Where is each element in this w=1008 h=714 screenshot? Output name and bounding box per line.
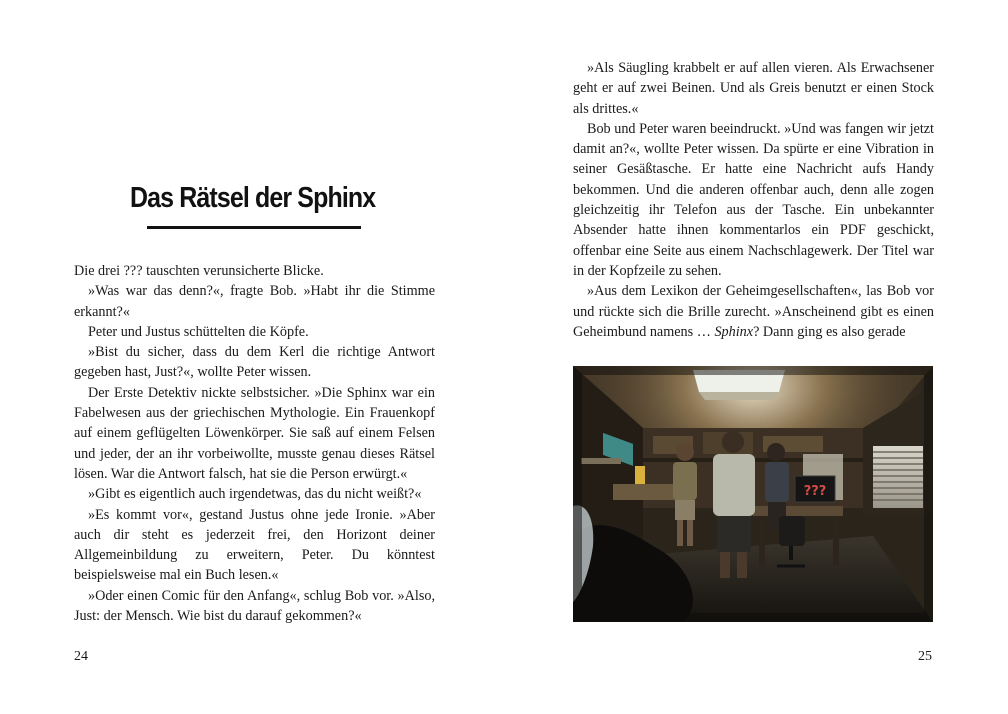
paragraph-text: »Aus dem Lexikon der Geheimgesellschaften«, las Bob vor und rückte sich die Brille zurecht. »Anscheinend gibt es einen Geheimbund namens … bbox=[573, 283, 934, 340]
page-number-right: 25 bbox=[918, 649, 932, 664]
paragraph: »Bist du sicher, dass du dem Kerl die richtige Antwort gegeben hast, Just?«, wollte Peter wissen. bbox=[74, 344, 435, 381]
paragraph: »Oder einen Comic für den Anfang«, schlug Bob vor. »Also, Just: der Mensch. Wie bist du darauf gekommen?« bbox=[74, 587, 435, 625]
paragraph bbox=[573, 281, 934, 342]
paragraph-text: ? Dann ging es also gerade bbox=[753, 323, 906, 340]
paragraph: »Als Säugling krabbelt er auf allen vieren. Als Erwachsener geht er auf zwei Beinen. Und als Greis benutzt er einen Stock als drittes.« bbox=[573, 60, 934, 117]
paragraph: »Was war das denn?«, fragte Bob. »Habt ihr die Stimme erkannt?« bbox=[74, 283, 435, 320]
emphasized-word: Sphinx bbox=[714, 323, 754, 340]
headquarters-scene-illustration bbox=[573, 366, 933, 622]
paragraph: Der Erste Detektiv nickte selbstsicher. »Die Sphinx war ein Fabelwesen aus der griechischen Mythologie. Ein Frauenkopf auf einem geflügelten Löwenkörper. Sie saß auf einem Felsen und jeder, der an ihr vorbeiwollte, musste genau dieses Rätsel lösen. War die Antwort falsch, hat sie die Person erwürgt.« bbox=[74, 384, 435, 482]
screen-question-marks: ??? bbox=[803, 484, 827, 499]
paragraph: Peter und Justus schüttelten die Köpfe. bbox=[88, 323, 309, 340]
paragraph: »Es kommt vor«, gestand Justus ohne jede Ironie. »Aber auch dir steht es jederzeit frei, den Horizont deiner Allgemeinbildung zu erweitern, Peter. Du könntest beispielsweise mal ein Buch lesen.« bbox=[74, 506, 435, 584]
scene-photo bbox=[573, 366, 933, 622]
left-page-text bbox=[74, 261, 435, 626]
right-page-text bbox=[573, 58, 934, 342]
page-number-left: 24 bbox=[74, 649, 88, 664]
title-underline bbox=[147, 226, 361, 229]
window-blinds bbox=[873, 446, 923, 508]
paragraph: »Gibt es eigentlich auch irgendetwas, das du nicht weißt?« bbox=[88, 486, 422, 503]
paragraph: Die drei ??? tauschten verunsicherte Blicke. bbox=[74, 263, 324, 279]
paragraph: Bob und Peter waren beeindruckt. »Und was fangen wir jetzt damit an?«, wollte Peter wissen. Da spürte er eine Vibration in seiner Gesäßtasche. Er hatte eine Nachricht aufs Handy bekommen. Und die anderen offenbar auch, denn alle zogen gleichzeitig ihr Telefon aus der Tasche. Ein unbekannter Absender hatte ihnen kommentarlos ein PDF geschickt, offenbar eine Seite aus einem Nachschlagewerk. Der Titel war in der Kopfzeile zu sehen. bbox=[573, 120, 934, 279]
chapter-title: Das Rätsel der Sphinx bbox=[130, 182, 376, 214]
